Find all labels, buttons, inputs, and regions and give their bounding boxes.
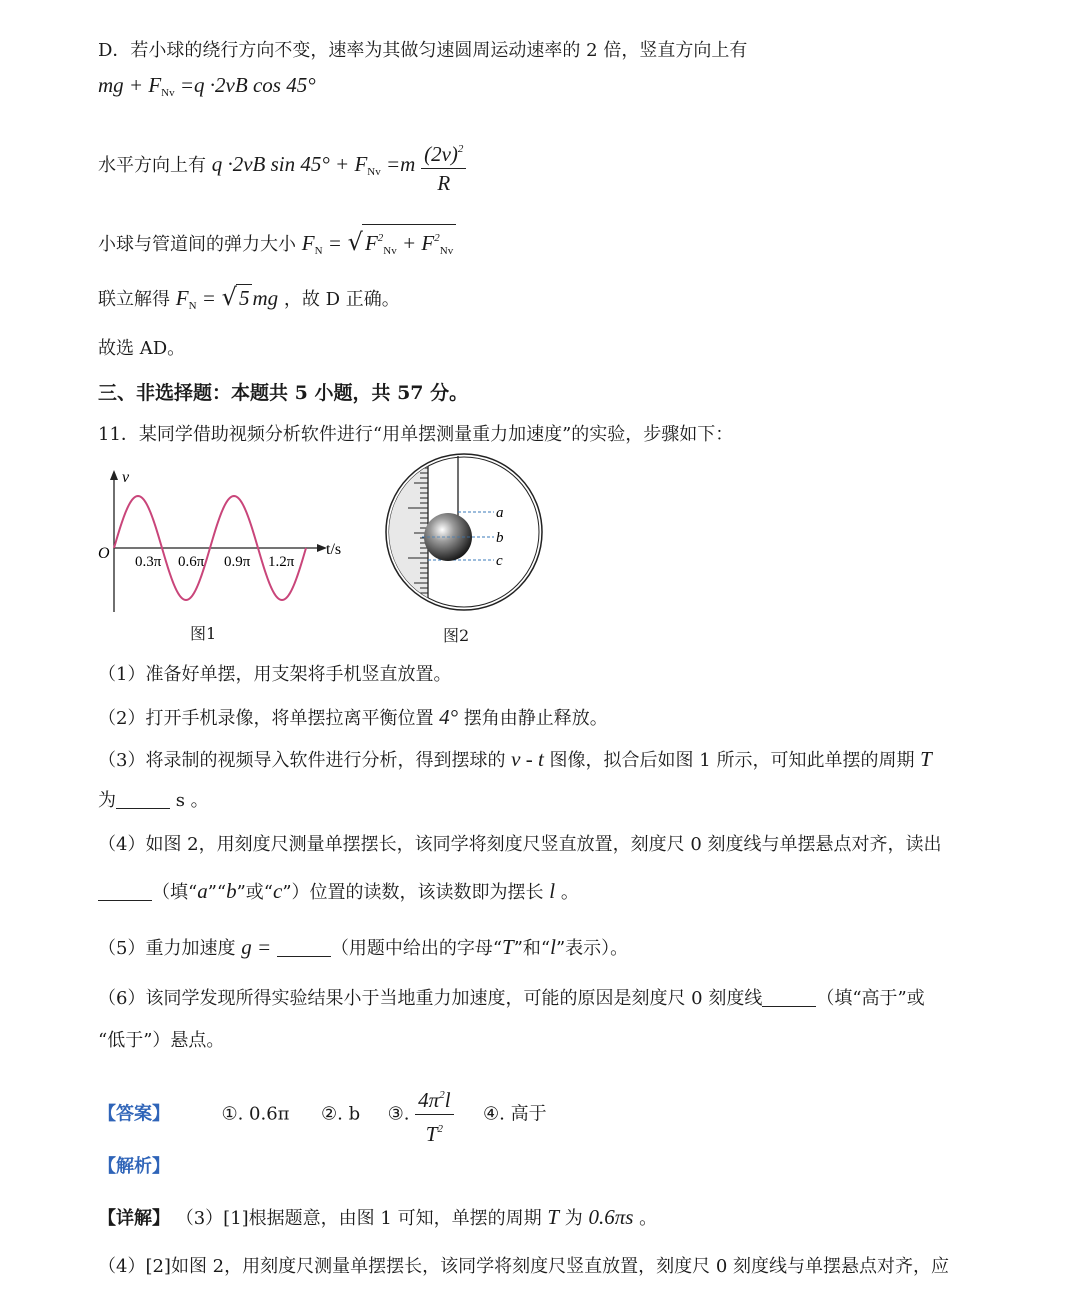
answer-1: ①. 0.6π	[221, 1103, 290, 1125]
step-4-blank-line: （填“a”“b”或“c”）位置的读数，该读数即为摆长 l 。	[98, 878, 579, 906]
analysis-tag: 【解析】	[98, 1156, 170, 1177]
step-6-continued: “低于”）悬点。	[98, 1030, 225, 1051]
step-5: （5）重力加速度 g = （用题中给出的字母“T”和“l”表示）。	[98, 935, 629, 959]
figure-1-caption: 图1	[190, 624, 217, 643]
detail-line-2: （4）[2]如图 2，用刻度尺测量单摆摆长，该同学将刻度尺竖直放置，刻度尺 0 刻度线与单摆悬点对齐，应	[98, 1256, 950, 1277]
figure-2-caption: 图2	[443, 626, 470, 645]
sqrt-symbol: √	[221, 283, 237, 311]
detail-tag: 【详解】	[98, 1208, 170, 1229]
answer-3: ③.	[387, 1103, 410, 1125]
figure-1-vt-graph	[94, 466, 364, 616]
y-axis-arrow	[110, 470, 118, 480]
step-3-blank-line: 为 s 。	[98, 790, 209, 811]
elastic-force-equation: 小球与管道间的弹力大小 $F_N = √F^2_{Nv} + F^2_{Nv}$	[98, 224, 456, 264]
answer-3-fraction: $\frac{4\pi^2l}{T^2}$	[415, 1082, 453, 1147]
solution-line: 联立解得 $F_N = √5$ mg ，故 D 正确。	[98, 283, 400, 312]
section-heading: 三、非选择题：本题共 5 小题，共 57 分。	[98, 382, 469, 404]
option-d-text: D．若小球的绕行方向不变，速率为其做匀速圆周运动速率的 2 倍，竖直方向上有	[98, 40, 748, 61]
step-2: （2）打开手机录像，将单摆拉离平衡位置 4° 摆角由静止释放。	[98, 705, 608, 729]
answer-blank-4[interactable]	[762, 988, 816, 1007]
origin-label: O	[98, 545, 110, 562]
step-3: （3）将录制的视频导入软件进行分析，得到摆球的 v - t 图像，拟合后如图 1 所示，可知此单摆的周期 T	[98, 747, 932, 771]
label-c: c	[496, 553, 503, 569]
answer-2: ②. b	[320, 1103, 361, 1125]
tick-label-1: 0.3π	[135, 554, 162, 570]
answer-blank-3[interactable]	[277, 938, 331, 957]
sqrt-symbol: √	[347, 228, 363, 256]
question-11: 11．某同学借助视频分析软件进行“用单摆测量重力加速度”的实验，步骤如下：	[98, 424, 734, 445]
label-b: b	[496, 530, 504, 546]
velocity-fraction: $\frac{(2v)^2}{R}$	[421, 136, 466, 196]
answer-blank-1[interactable]	[116, 790, 170, 809]
tick-label-2: 0.6π	[178, 554, 205, 570]
step-1: （1）准备好单摆，用支架将手机竖直放置。	[98, 664, 452, 685]
answer-blank-2[interactable]	[98, 882, 152, 901]
tick-label-4: 1.2π	[268, 554, 295, 570]
figure-2-ruler-view	[382, 450, 548, 616]
detail-line-1: 【详解】 （3）[1]根据题意，由图 1 可知，单摆的周期 T 为 0.6πs 。	[98, 1205, 658, 1229]
answer-4: ④. 高于	[483, 1103, 547, 1125]
x-axis-label: t/s	[326, 541, 342, 558]
choose-answer: 故选 AD。	[98, 338, 186, 359]
tick-label-3: 0.9π	[224, 554, 251, 570]
label-a: a	[496, 505, 504, 521]
answer-tag: 【答案】	[98, 1103, 170, 1125]
step-6: （6）该同学发现所得实验结果小于当地重力加速度，可能的原因是刻度尺 0 刻度线 （填“高于”或	[98, 988, 925, 1009]
y-axis-label: v	[122, 469, 130, 486]
option-d-equation: mg + $F_{Nv} =q \cdot 2vB$ cos 45°	[98, 73, 316, 99]
horizontal-equation: 水平方向上有 q ·2vB $\sin 45^\circ + F_{Nv} =m$ $\frac{(2v)^2}{R}$	[98, 136, 466, 196]
step-4: （4）如图 2，用刻度尺测量单摆摆长，该同学将刻度尺竖直放置，刻度尺 0 刻度线与单摆悬点对齐，读出	[98, 834, 942, 855]
answer-line	[98, 1082, 547, 1147]
